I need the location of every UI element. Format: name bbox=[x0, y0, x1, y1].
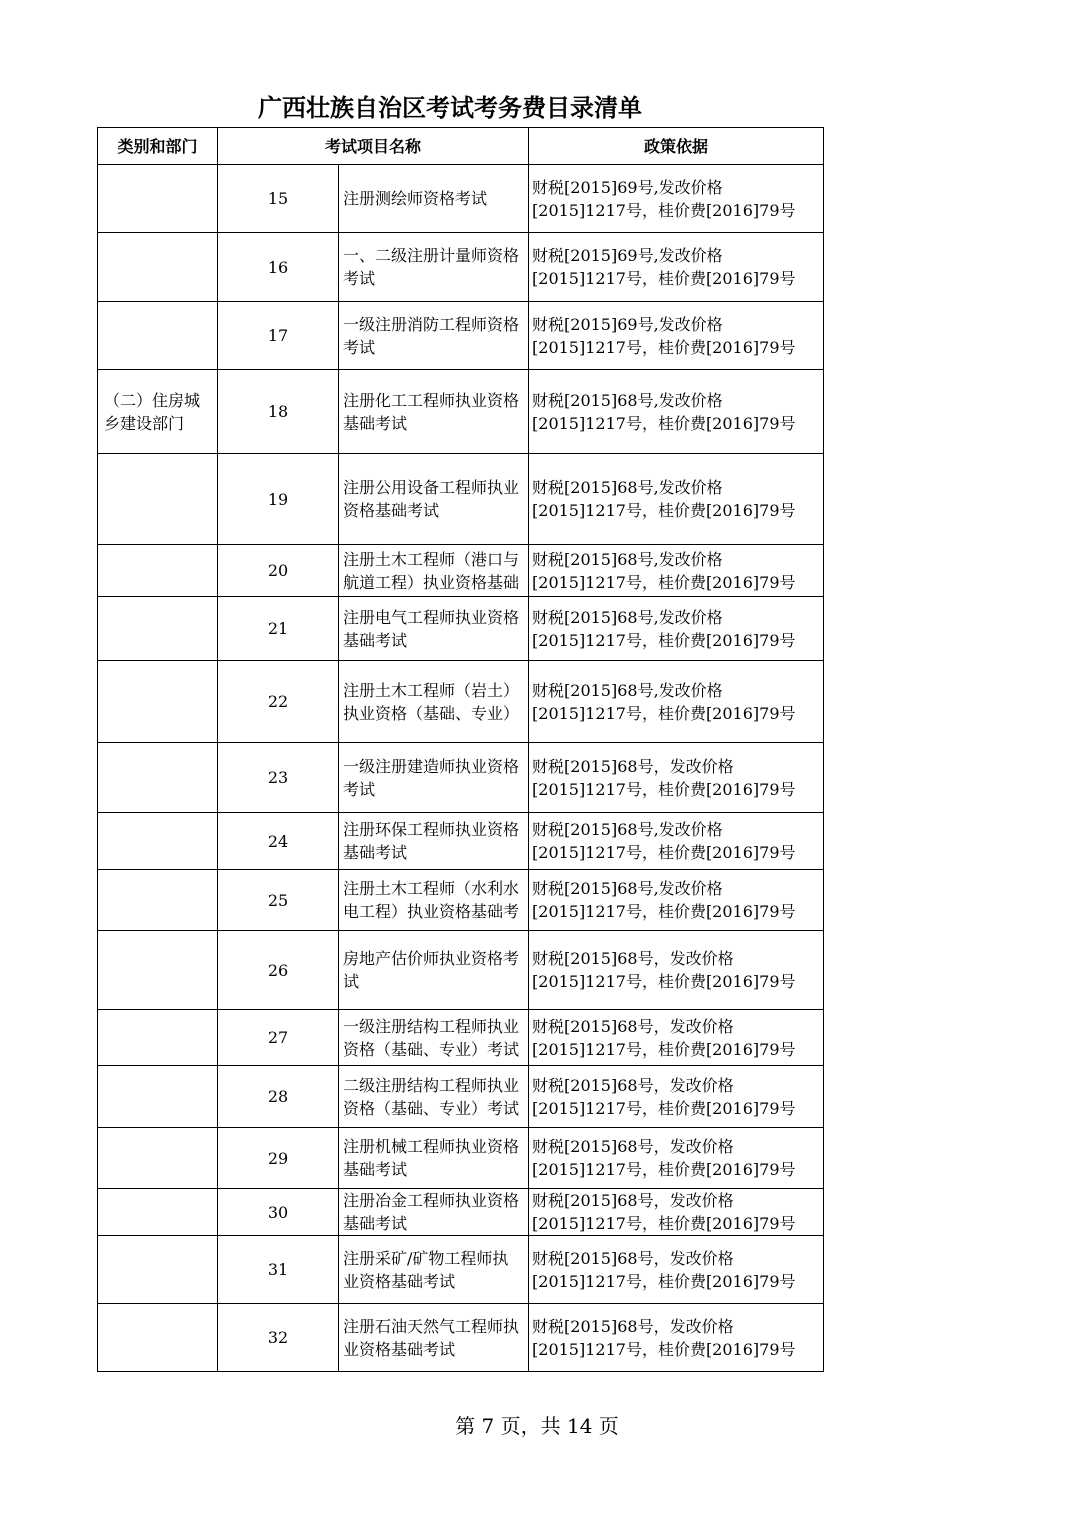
row-number: 30 bbox=[218, 1189, 339, 1236]
row-policy bbox=[532, 389, 823, 435]
row-department bbox=[98, 1128, 218, 1189]
policy-line-2: [2015]1217号，桂价费[2016]79号 bbox=[532, 1214, 796, 1233]
policy-line-1: 财税[2015]68号,发改价格 bbox=[532, 549, 723, 569]
row-policy bbox=[532, 755, 823, 801]
header-exam-name: 考试项目名称 bbox=[218, 128, 529, 165]
table-row bbox=[98, 370, 824, 454]
row-policy-cell bbox=[529, 1304, 824, 1372]
row-policy-cell bbox=[529, 545, 824, 597]
row-exam-name: 注册环保工程师执业资格基础考试 bbox=[343, 820, 520, 862]
policy-line-2: [2015]1217号，桂价费[2016]79号 bbox=[532, 779, 796, 799]
policy-line-1: 财税[2015]69号,发改价格 bbox=[532, 246, 723, 265]
row-department bbox=[98, 661, 218, 743]
fee-table bbox=[97, 127, 824, 1372]
row-number: 19 bbox=[218, 454, 339, 545]
row-exam-name-cell bbox=[339, 233, 529, 302]
row-exam-name-cell bbox=[339, 597, 529, 661]
table-row bbox=[98, 1010, 824, 1066]
row-policy bbox=[532, 476, 823, 522]
policy-line-1: 财税[2015]68号，发改价格 bbox=[532, 1316, 734, 1336]
row-exam-name-cell bbox=[339, 1128, 529, 1189]
row-exam-name: 一级注册消防工程师资格考试 bbox=[343, 314, 520, 357]
row-number: 18 bbox=[218, 370, 339, 454]
table-row bbox=[98, 661, 824, 743]
row-department bbox=[98, 545, 218, 597]
row-exam-name-cell bbox=[339, 302, 529, 370]
row-department bbox=[98, 1066, 218, 1128]
row-policy-cell bbox=[529, 1128, 824, 1189]
policy-line-1: 财税[2015]68号,发改价格 bbox=[532, 390, 723, 410]
row-number: 22 bbox=[218, 661, 339, 743]
policy-line-2: [2015]1217号，桂价费[2016]79号 bbox=[532, 902, 796, 921]
policy-line-1: 财税[2015]68号，发改价格 bbox=[532, 1191, 734, 1210]
policy-line-1: 财税[2015]68号,发改价格 bbox=[532, 607, 723, 627]
row-policy-cell bbox=[529, 1010, 824, 1066]
row-exam-name: 注册测绘师资格考试 bbox=[343, 189, 488, 208]
table-row bbox=[98, 931, 824, 1010]
row-department bbox=[98, 870, 218, 931]
row-exam-name-cell bbox=[339, 813, 529, 870]
row-exam-name: 注册化工工程师执业资格基础考试 bbox=[343, 390, 520, 433]
row-department bbox=[98, 743, 218, 813]
page-footer: 第 7 页，共 14 页 bbox=[455, 1414, 619, 1438]
policy-line-1: 财税[2015]68号,发改价格 bbox=[532, 680, 723, 700]
policy-line-2: [2015]1217号，桂价费[2016]79号 bbox=[532, 269, 796, 288]
table-row bbox=[98, 545, 824, 597]
row-policy-cell bbox=[529, 743, 824, 813]
row-policy bbox=[532, 1247, 823, 1293]
row-exam-name-cell bbox=[339, 1304, 529, 1372]
row-policy bbox=[532, 1315, 823, 1361]
row-policy bbox=[532, 548, 823, 594]
row-policy-cell bbox=[529, 661, 824, 743]
policy-line-1: 财税[2015]68号，发改价格 bbox=[532, 949, 734, 968]
row-exam-name: 注册电气工程师执业资格基础考试 bbox=[343, 607, 520, 650]
row-exam-name: 注册机械工程师执业资格基础考试 bbox=[343, 1137, 520, 1179]
policy-line-2: [2015]1217号，桂价费[2016]79号 bbox=[532, 1339, 796, 1359]
row-number: 27 bbox=[218, 1010, 339, 1066]
row-policy-cell bbox=[529, 454, 824, 545]
row-department bbox=[98, 931, 218, 1010]
table-row bbox=[98, 813, 824, 870]
policy-line-2: [2015]1217号，桂价费[2016]79号 bbox=[532, 703, 796, 723]
row-number: 17 bbox=[218, 302, 339, 370]
row-exam-name: 注册冶金工程师执业资格基础考试 bbox=[343, 1191, 520, 1233]
row-policy-cell bbox=[529, 1066, 824, 1128]
row-number: 20 bbox=[218, 545, 339, 597]
table-row bbox=[98, 1066, 824, 1128]
row-policy bbox=[532, 679, 823, 725]
row-policy bbox=[532, 244, 823, 290]
policy-line-1: 财税[2015]68号,发改价格 bbox=[532, 820, 723, 839]
row-policy bbox=[532, 606, 823, 652]
document-title: 广西壮族自治区考试考务费目录清单 bbox=[258, 93, 642, 122]
row-exam-name: 房地产估价师执业资格考试 bbox=[343, 949, 520, 991]
row-department bbox=[98, 1189, 218, 1236]
row-department: （二）住房城乡建设部门 bbox=[98, 370, 218, 454]
row-policy-cell bbox=[529, 597, 824, 661]
row-policy-cell bbox=[529, 233, 824, 302]
row-department bbox=[98, 813, 218, 870]
row-department bbox=[98, 597, 218, 661]
policy-line-2: [2015]1217号，桂价费[2016]79号 bbox=[532, 1271, 796, 1291]
row-policy-cell bbox=[529, 931, 824, 1010]
row-policy-cell bbox=[529, 1189, 824, 1236]
table-row bbox=[98, 1236, 824, 1304]
row-policy bbox=[532, 313, 823, 359]
row-policy bbox=[532, 1074, 823, 1120]
row-exam-name-cell bbox=[339, 165, 529, 233]
policy-line-2: [2015]1217号，桂价费[2016]79号 bbox=[532, 200, 796, 220]
policy-line-1: 财税[2015]69号,发改价格 bbox=[532, 177, 723, 197]
policy-line-2: [2015]1217号，桂价费[2016]79号 bbox=[532, 1039, 796, 1059]
row-exam-name: 注册土木工程师（港口与航道工程）执业资格基础 bbox=[343, 549, 520, 592]
policy-line-1: 财税[2015]69号,发改价格 bbox=[532, 314, 723, 334]
header-policy: 政策依据 bbox=[529, 128, 824, 165]
row-policy bbox=[532, 1135, 823, 1181]
row-exam-name-cell bbox=[339, 545, 529, 597]
row-exam-name: 注册土木工程师（岩土）执业资格（基础、专业） bbox=[343, 680, 520, 723]
table-row bbox=[98, 454, 824, 545]
table-row bbox=[98, 870, 824, 931]
row-exam-name-cell bbox=[339, 1010, 529, 1066]
policy-line-2: [2015]1217号，桂价费[2016]79号 bbox=[532, 501, 796, 520]
table-row bbox=[98, 302, 824, 370]
policy-line-2: [2015]1217号，桂价费[2016]79号 bbox=[532, 413, 796, 433]
row-department bbox=[98, 233, 218, 302]
table-row bbox=[98, 1128, 824, 1189]
row-policy-cell bbox=[529, 165, 824, 233]
row-policy-cell bbox=[529, 1236, 824, 1304]
row-policy bbox=[532, 818, 823, 864]
policy-line-2: [2015]1217号，桂价费[2016]79号 bbox=[532, 1160, 796, 1179]
row-number: 23 bbox=[218, 743, 339, 813]
row-exam-name: 注册石油天然气工程师执业资格基础考试 bbox=[343, 1316, 520, 1359]
policy-line-1: 财税[2015]68号，发改价格 bbox=[532, 1137, 734, 1156]
row-number: 25 bbox=[218, 870, 339, 931]
row-exam-name-cell bbox=[339, 1066, 529, 1128]
row-exam-name-cell bbox=[339, 661, 529, 743]
row-exam-name: 二级注册结构工程师执业资格（基础、专业）考试 bbox=[343, 1075, 520, 1118]
row-number: 29 bbox=[218, 1128, 339, 1189]
row-exam-name-cell bbox=[339, 370, 529, 454]
row-number: 15 bbox=[218, 165, 339, 233]
row-exam-name: 注册采矿/矿物工程师执业资格基础考试 bbox=[343, 1248, 509, 1291]
row-exam-name: 注册土木工程师（水利水电工程）执业资格基础考 bbox=[343, 879, 520, 921]
table-row bbox=[98, 1189, 824, 1236]
row-exam-name-cell bbox=[339, 870, 529, 931]
row-exam-name-cell bbox=[339, 743, 529, 813]
policy-line-1: 财税[2015]68号,发改价格 bbox=[532, 879, 723, 898]
row-number: 31 bbox=[218, 1236, 339, 1304]
row-policy bbox=[532, 877, 823, 923]
row-policy-cell bbox=[529, 813, 824, 870]
row-number: 26 bbox=[218, 931, 339, 1010]
policy-line-2: [2015]1217号，桂价费[2016]79号 bbox=[532, 572, 796, 592]
policy-line-2: [2015]1217号，桂价费[2016]79号 bbox=[532, 1098, 796, 1118]
row-exam-name: 一级注册建造师执业资格考试 bbox=[343, 756, 520, 799]
row-number: 28 bbox=[218, 1066, 339, 1128]
row-department bbox=[98, 1304, 218, 1372]
row-number: 16 bbox=[218, 233, 339, 302]
row-policy-cell bbox=[529, 370, 824, 454]
row-department bbox=[98, 1236, 218, 1304]
header-category: 类别和部门 bbox=[98, 128, 218, 165]
policy-line-1: 财税[2015]68号,发改价格 bbox=[532, 478, 723, 497]
row-exam-name: 一、二级注册计量师资格考试 bbox=[343, 246, 520, 288]
row-policy-cell bbox=[529, 302, 824, 370]
policy-line-1: 财税[2015]68号，发改价格 bbox=[532, 1016, 734, 1036]
row-number: 24 bbox=[218, 813, 339, 870]
table-row bbox=[98, 233, 824, 302]
row-department bbox=[98, 165, 218, 233]
policy-line-1: 财税[2015]68号，发改价格 bbox=[532, 1248, 734, 1268]
policy-line-2: [2015]1217号，桂价费[2016]79号 bbox=[532, 337, 796, 357]
table-row bbox=[98, 743, 824, 813]
row-number: 32 bbox=[218, 1304, 339, 1372]
row-policy bbox=[532, 176, 823, 222]
row-exam-name-cell bbox=[339, 454, 529, 545]
row-exam-name-cell bbox=[339, 931, 529, 1010]
row-exam-name: 一级注册结构工程师执业资格（基础、专业）考试 bbox=[343, 1016, 520, 1059]
row-policy bbox=[532, 947, 823, 993]
table-row bbox=[98, 1304, 824, 1372]
row-policy-cell bbox=[529, 870, 824, 931]
row-exam-name-cell bbox=[339, 1236, 529, 1304]
row-exam-name: 注册公用设备工程师执业资格基础考试 bbox=[343, 478, 520, 520]
policy-line-1: 财税[2015]68号，发改价格 bbox=[532, 1075, 734, 1095]
policy-line-2: [2015]1217号，桂价费[2016]79号 bbox=[532, 630, 796, 650]
table-header-row bbox=[98, 128, 824, 165]
row-department bbox=[98, 302, 218, 370]
row-policy bbox=[532, 1189, 823, 1235]
policy-line-1: 财税[2015]68号，发改价格 bbox=[532, 756, 734, 776]
row-number: 21 bbox=[218, 597, 339, 661]
row-department bbox=[98, 454, 218, 545]
table-row bbox=[98, 165, 824, 233]
row-policy bbox=[532, 1015, 823, 1061]
row-exam-name-cell bbox=[339, 1189, 529, 1236]
policy-line-2: [2015]1217号，桂价费[2016]79号 bbox=[532, 843, 796, 862]
row-department bbox=[98, 1010, 218, 1066]
policy-line-2: [2015]1217号，桂价费[2016]79号 bbox=[532, 972, 796, 991]
table-row bbox=[98, 597, 824, 661]
